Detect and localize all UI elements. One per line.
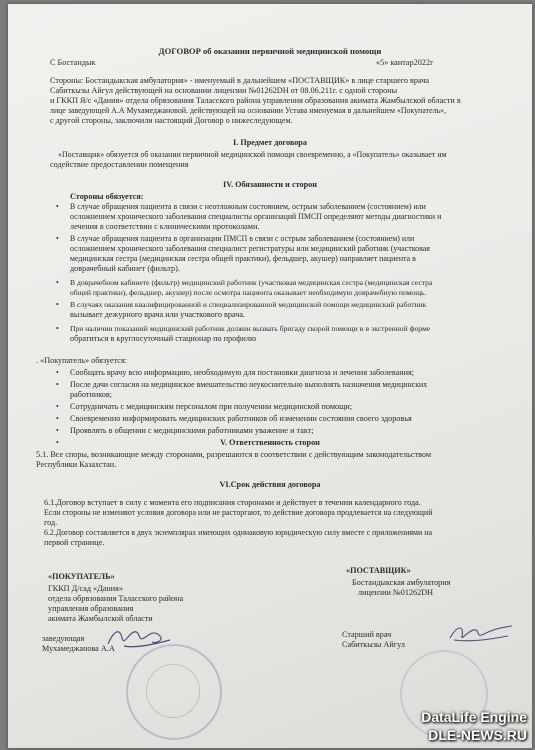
sides-item-1-line-2: осложнением хронического заболевания специалисты организаций ПМСП определяют методы диагностики и [70, 212, 442, 221]
sides-item-1-line-1: В случае обращения пациента в связи с неотложным состоянием, острым заболеванием (состоянием) или [70, 202, 426, 211]
section-6-line-3: год. [44, 518, 58, 527]
parties-line-2: Сабиткызы Айгул действующей на основании лицензии №01262DH от 08.06.211г. с одной стороны [50, 86, 398, 95]
buyer-block-line-2: отдела обрвзования Таласского района [48, 594, 184, 603]
bullet-icon: • [56, 402, 59, 411]
buyer-block-line-1: ГККП Д/сад «Дания» [48, 584, 123, 593]
section-5-line-1: 5.1. Все споры, возникающие между сторонами, разрешаются в соответствии с действующим законодательством [36, 450, 432, 459]
bullet-icon: • [56, 426, 59, 435]
bullet-icon: • [56, 368, 59, 377]
buyer-block-line-3: управления образования [48, 604, 134, 613]
document-page [8, 4, 532, 748]
buyer-item-1: Сообщать врачу всю информацию, необходимую для постановки диагноза и лечения заболевания; [70, 368, 415, 377]
buyer-item-2-cont: работников; [70, 390, 113, 399]
parties-line-3: и ГККП Я/с «Дания» отдела обрвзования Таласского района управления образования акимата Жамбылской области в [50, 96, 461, 105]
bullet-icon: • [56, 414, 59, 423]
bullet-icon: • [56, 324, 59, 333]
parties-line-5: с другой стороны, заключили настоящий Договор о нижеследующем. [50, 116, 293, 125]
buyer-block-title: «ПОКУПАТЕЛЬ» [48, 572, 115, 581]
sides-item-4-line-1: При наличии показаний медицинский работник должен вызвать бригаду скорой помощи и в экстренной форме [70, 324, 431, 333]
parties-line-4: лице заведующей А.А Мухамеджановой. действующей на основании Устава именуемая в дальнейшем «Покупатель», [50, 106, 447, 115]
supplier-block-line-2: лицензии №01262DH [358, 588, 434, 597]
buyer-item-4: Своевременно информировать медицинских работников об изменении состояния своего здоровья [70, 414, 412, 423]
section-6-line-4: 6.2.Договор составляется в двух экземплярах имеющих одинаковую юридическую силу вместе с приложениями на [44, 528, 432, 537]
buyer-obligations-title: . «Покупатель» обязуется: [36, 356, 127, 365]
sides-item-3-line-2: общей практики), фельдшер, акушер) после осмотра пациента оказывает необходимую доврачебную помощь. [70, 288, 427, 297]
buyer-head: заведующая [42, 634, 85, 643]
sides-item-2-line-2: осложнением хронического заболевания специалист регистратуры или медицинский работник (участковая [70, 244, 430, 253]
buyer-stamp-inner [146, 664, 200, 718]
supplier-signature [446, 620, 516, 646]
sides-item-4-line-2: обратиться в круглосуточный стационар по профилю [70, 334, 257, 343]
buyer-item-3: Сотрудничать с медицинским персоналом при получении медицинской помощи; [70, 402, 353, 411]
section-1-line-1: «Поставщик» обязуется об оказании первичной медицинской помощи своевременно, а «Покупатель» оказывает им [58, 150, 447, 159]
section-6-line-2: Если стороны не изменяют условия договора или не расторгают, то действие договора продлевается на следующий [44, 508, 433, 517]
section-1-title: I. Предмет договора [233, 138, 307, 147]
supplier-head: Старший врач [342, 630, 392, 639]
section-5-line-2: Республики Казахстан. [36, 460, 117, 469]
bullet-icon: • [56, 278, 59, 287]
sides-item-3-line-3: В случаях оказания квалифицированной и специализированной медицинской помощи медицинский работник [70, 300, 427, 309]
supplier-block-line-1: Бостандыкская амбулатория [352, 578, 451, 587]
bullet-icon: • [56, 380, 59, 389]
sides-item-3-line-4: вызывает дежурного врача или участкового врача. [70, 310, 246, 319]
section-6-title: VI.Срок действия договора [219, 480, 321, 489]
bullet-icon: • [56, 202, 59, 211]
city: С Бостандык [50, 58, 96, 67]
sides-item-2-line-4: доврачебный кабинет (фильтр). [70, 264, 180, 273]
site-watermark [421, 708, 527, 744]
supplier-name: Сабиткызы Айгул [342, 640, 405, 649]
sides-item-3-line-1: В доврачебном кабинете (фильтр) медицинский работник (участковая медицинская сестра (медицинская сестра [70, 278, 433, 287]
section-6-line-5: первой странице. [44, 538, 105, 547]
section-6-line-1: 6.1.Договор вступает в силу с момента его подписания сторонами и действует в течении календарного года. [44, 498, 421, 507]
contract-date: «5» кантар2022г [376, 58, 434, 67]
parties-line-1: Стороны: Бостандыкская амбулатория» - именуемый в дальнейшем «ПОСТАВЩИК» в лице старшего врача [50, 76, 430, 85]
contract-title: ДОГОВОР об оказании первичной медицинской помощи [158, 46, 382, 56]
section-5-title: V. Ответственность сторон [220, 438, 320, 447]
section-1-line-2: содействие предоставлении помещения [50, 160, 189, 169]
buyer-block-line-4: акимата Жамбылской области [48, 614, 153, 623]
buyer-item-5: Проявлять в общении с медицинскими работниками уважение и такт; [70, 426, 314, 435]
supplier-block-title: «ПОСТАВЩИК» [346, 566, 411, 575]
buyer-name: Мухамеджанова А.А [42, 644, 115, 653]
watermark-line-2: DLE-NEWS.RU [428, 727, 527, 743]
section-4-title: IV. Обязанности и сторон [223, 180, 317, 189]
bullet-icon: • [56, 300, 59, 309]
bullet-icon: • [56, 234, 59, 243]
watermark-line-1: DataLife Engine [421, 709, 527, 725]
bullet-icon: • [56, 438, 59, 447]
buyer-item-2: После дачи согласия на медицинское вмешательство неукоснительно выполнять назначения медицинских [70, 380, 428, 389]
sides-item-2-line-3: медицинская сестра (медицинская сестра общей практики), фельдшер, акушер) направляет пациента в [70, 254, 416, 263]
sides-item-1-line-3: лечения в соответствии с клиническими протоколами. [70, 222, 260, 231]
sides-item-2-line-1: В случае обращения пациента в организации ПМСП в связи с острым заболеванием (состоянием) или [70, 234, 415, 243]
sides-title: Стороны обязуется: [70, 192, 144, 201]
